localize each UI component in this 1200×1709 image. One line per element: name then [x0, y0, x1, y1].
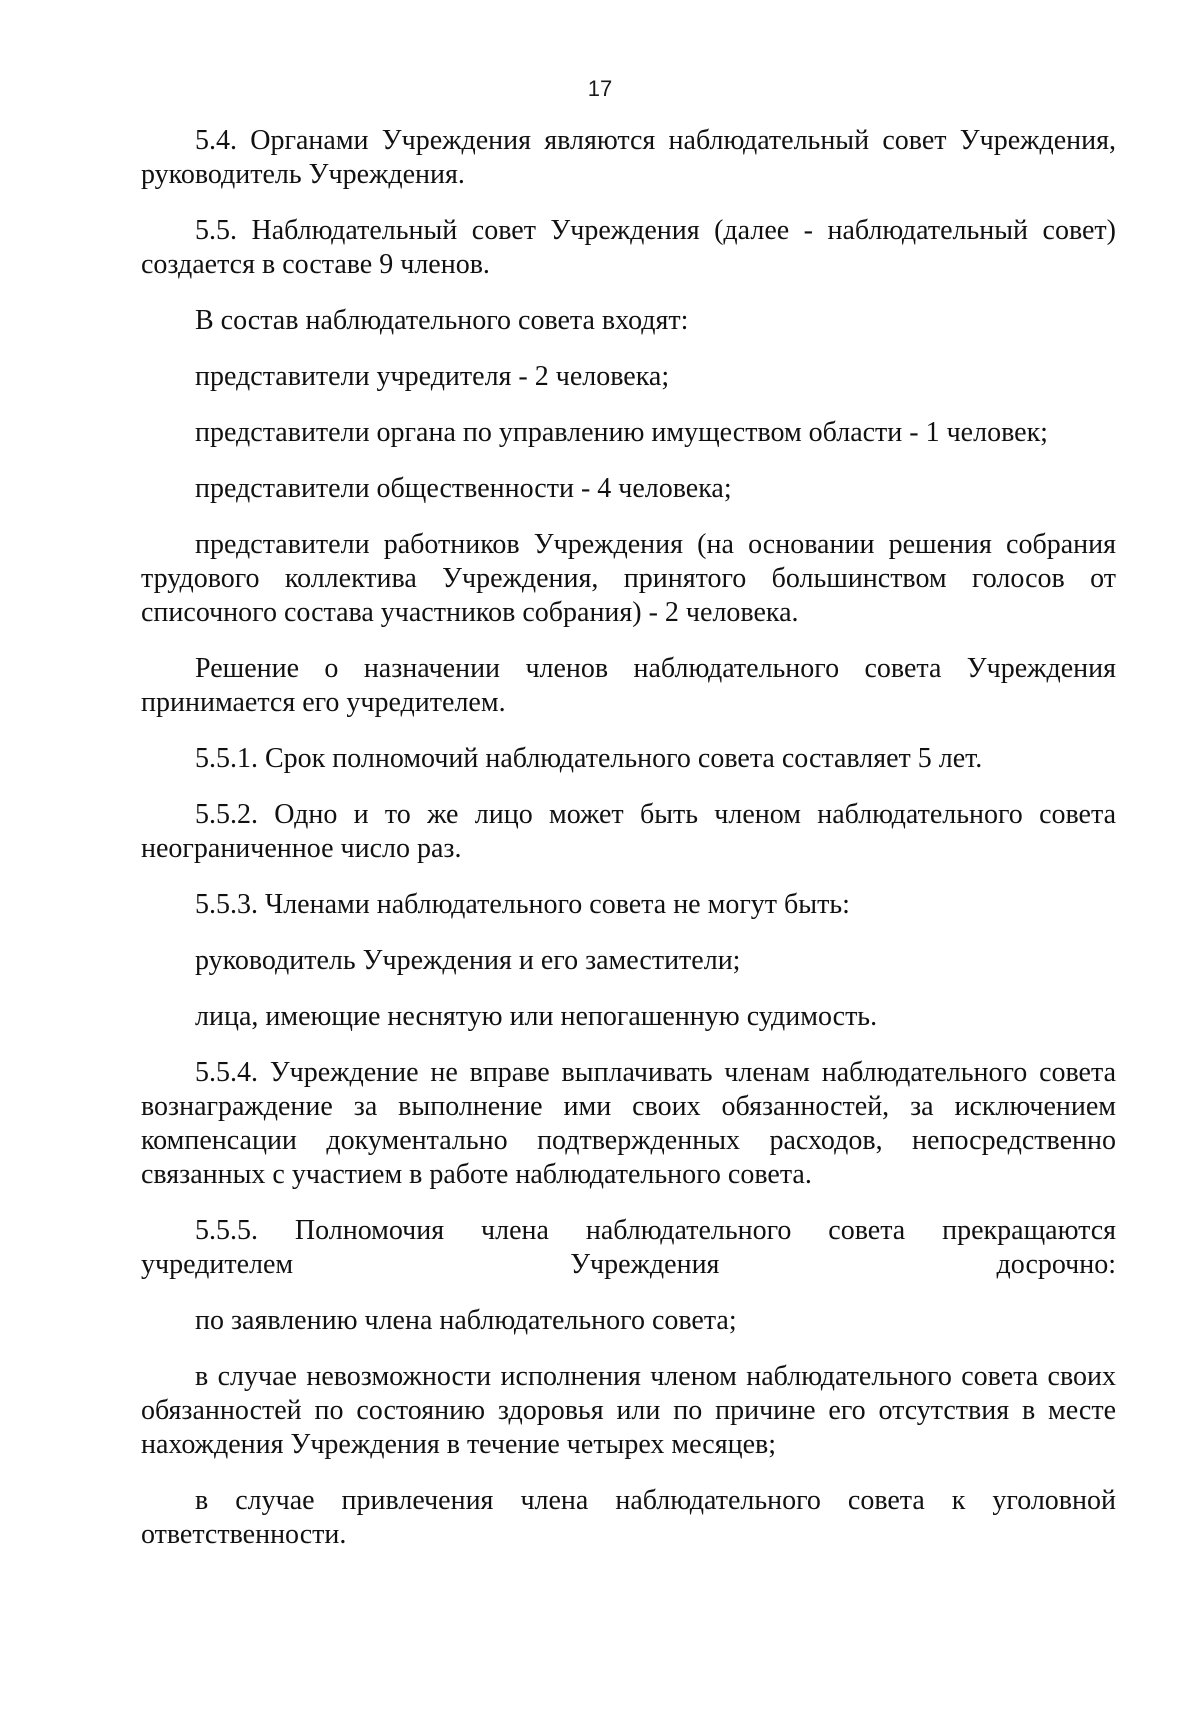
list-item-inability-to-perform: в случае невозможности исполнения членом наблюдательного совета своих обязанностей по состоянию здоровья или по причине его отсутствия в месте нахождения Учреждения в течение четырех месяцев; — [141, 1361, 1116, 1460]
paragraph-5-5-2: 5.5.2. Одно и то же лицо может быть членом наблюдательного совета неограниченное число раз. — [141, 799, 1116, 864]
paragraph-5-5-5: 5.5.5. Полномочия члена наблюдательного совета прекращаются учредителем Учреждения досрочно: — [141, 1215, 1116, 1280]
list-item-property-body-reps: представители органа по управлению имуществом области - 1 человек; — [195, 417, 1048, 448]
paragraph-5-5-1: 5.5.1. Срок полномочий наблюдательного совета составляет 5 лет. — [195, 743, 983, 774]
document-body — [141, 124, 1116, 1574]
page-number: 17 — [587, 76, 613, 101]
paragraph-council-composition: В состав наблюдательного совета входят: — [195, 305, 689, 336]
paragraph-appointment-decision: Решение о назначении членов наблюдательного совета Учреждения принимается его учредителем. — [141, 653, 1116, 718]
paragraph-5-5-3: 5.5.3. Членами наблюдательного совета не могут быть: — [195, 889, 850, 920]
list-item-criminal-record: лица, имеющие неснятую или непогашенную судимость. — [195, 1001, 878, 1032]
list-item-head-and-deputies: руководитель Учреждения и его заместители; — [195, 945, 741, 976]
list-item-employee-reps: представители работников Учреждения (на основании решения собрания трудового коллектива Учреждения, принятого большинством голосов от списочного состава участников собрания) - 2 человека. — [141, 529, 1116, 628]
list-item-public-reps: представители общественности - 4 человека; — [195, 473, 732, 504]
paragraph-5-5: 5.5. Наблюдательный совет Учреждения (далее - наблюдательный совет) создается в составе 9 членов. — [141, 215, 1116, 280]
list-item-criminal-liability: в случае привлечения члена наблюдательного совета к уголовной ответственности. — [141, 1485, 1116, 1550]
list-item-founder-reps: представители учредителя - 2 человека; — [195, 361, 670, 392]
list-item-own-request: по заявлению члена наблюдательного совета; — [195, 1305, 737, 1336]
paragraph-5-5-4: 5.5.4. Учреждение не вправе выплачивать членам наблюдательного совета вознаграждение за выполнение ими своих обязанностей, за исключением компенсации документально подтвержденных расходов, непосредственно связанных с участием в работе наблюдательного совета. — [141, 1057, 1116, 1190]
paragraph-5-4: 5.4. Органами Учреждения являются наблюдательный совет Учреждения, руководитель Учреждения. — [141, 125, 1116, 190]
